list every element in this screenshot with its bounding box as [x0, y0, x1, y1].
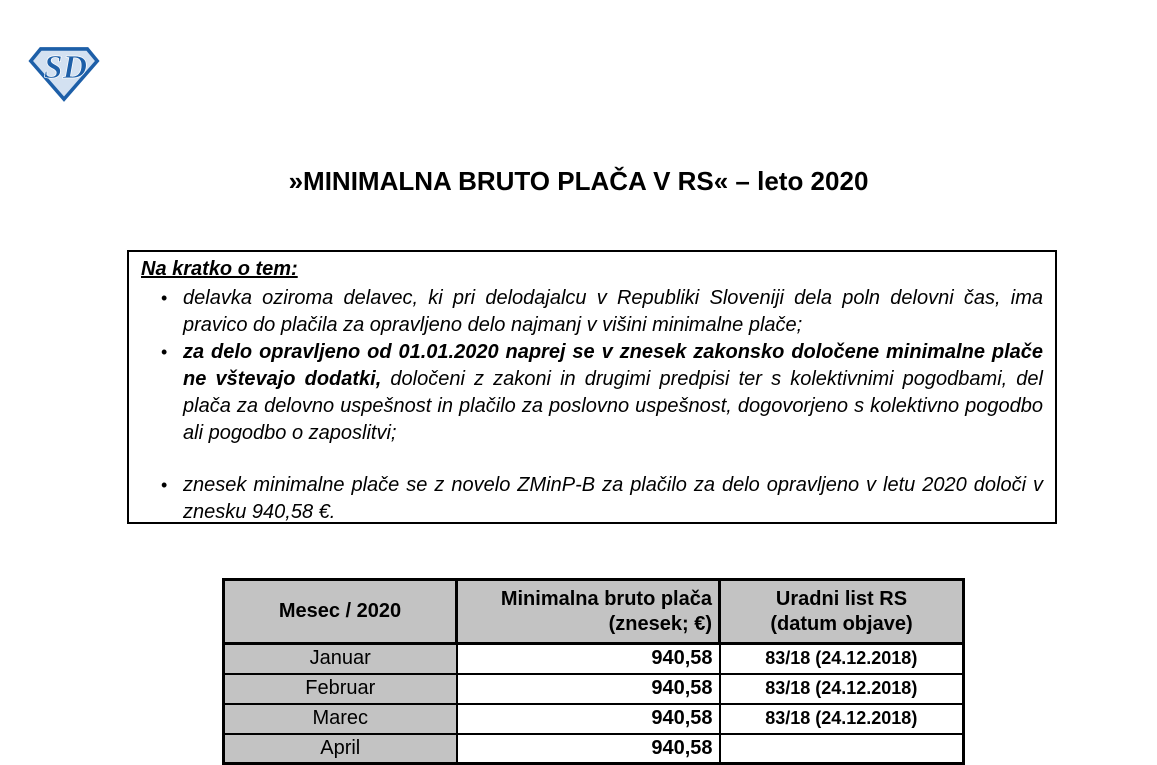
- bullet-text: delavka oziroma delavec, ki pri delodajalcu v Republiki Sloveniji dela poln delovni čas, ima pravico do plačila za opravljeno delo najmanj v višini minimalne plače;: [183, 287, 1043, 336]
- info-box: [127, 250, 1057, 524]
- logo-initials: SD: [43, 48, 88, 86]
- bullet-text: znesek minimalne plače se z novelo ZMinP-B za plačilo za delo opravljeno v letu 2020 določi v znesku 940,58 €.: [183, 474, 1043, 523]
- table-row-januar: [224, 644, 964, 674]
- bullet-icon: •: [161, 475, 168, 495]
- header-cell-month: [224, 580, 457, 644]
- cell-month: Februar: [224, 674, 457, 704]
- header-text: (datum objave): [770, 612, 913, 635]
- header-cell-gazette: [720, 580, 964, 644]
- table-row-marec: [224, 704, 964, 734]
- info-box-heading: Na kratko o tem:: [141, 258, 298, 280]
- cell-gazette: 83/18 (24.12.2018): [720, 704, 964, 734]
- cell-amount: 940,58: [457, 704, 720, 734]
- cell-month: Marec: [224, 704, 457, 734]
- cell-gazette: 83/18 (24.12.2018): [720, 644, 964, 674]
- header-cell-amount: [457, 580, 720, 644]
- cell-gazette: [720, 734, 964, 764]
- cell-month: Januar: [224, 644, 457, 674]
- cell-amount: 940,58: [457, 644, 720, 674]
- bullet-text-bold: za delo opravljeno od 01.01.2020 naprej se v znesek zakonsko določene minimalne plače ne vštevajo dodatki,: [183, 341, 1043, 390]
- header-text: Minimalna bruto plača: [500, 587, 712, 610]
- cell-month: April: [224, 734, 457, 764]
- cell-amount: 940,58: [457, 734, 720, 764]
- bullet-text: določeni z zakoni in drugimi predpisi ter s kolektivnimi pogodbami, del plača za delovno uspešnost in plačilo za poslovno uspešnost, dogovorjeno s kolektivno pogodbo ali pogodbo o zaposlitvi;: [183, 368, 1043, 444]
- salary-table: [222, 578, 965, 765]
- list-item-1: [141, 285, 1045, 339]
- sd-logo-icon: [28, 44, 100, 102]
- bullet-icon: •: [161, 288, 168, 308]
- page-title: »MINIMALNA BRUTO PLAČA V RS« – leto 2020: [288, 166, 869, 196]
- bullet-icon: •: [161, 342, 168, 362]
- header-text: (znesek; €): [608, 612, 712, 635]
- header-text: Mesec / 2020: [278, 600, 402, 622]
- list-item-3: [141, 472, 1045, 526]
- header-text: Uradni list RS: [775, 587, 908, 610]
- table-row-februar: [224, 674, 964, 704]
- table-row-april: [224, 734, 964, 764]
- list-item-2: [141, 339, 1045, 447]
- cell-amount: 940,58: [457, 674, 720, 704]
- cell-gazette: 83/18 (24.12.2018): [720, 674, 964, 704]
- table-header-row: [224, 580, 964, 644]
